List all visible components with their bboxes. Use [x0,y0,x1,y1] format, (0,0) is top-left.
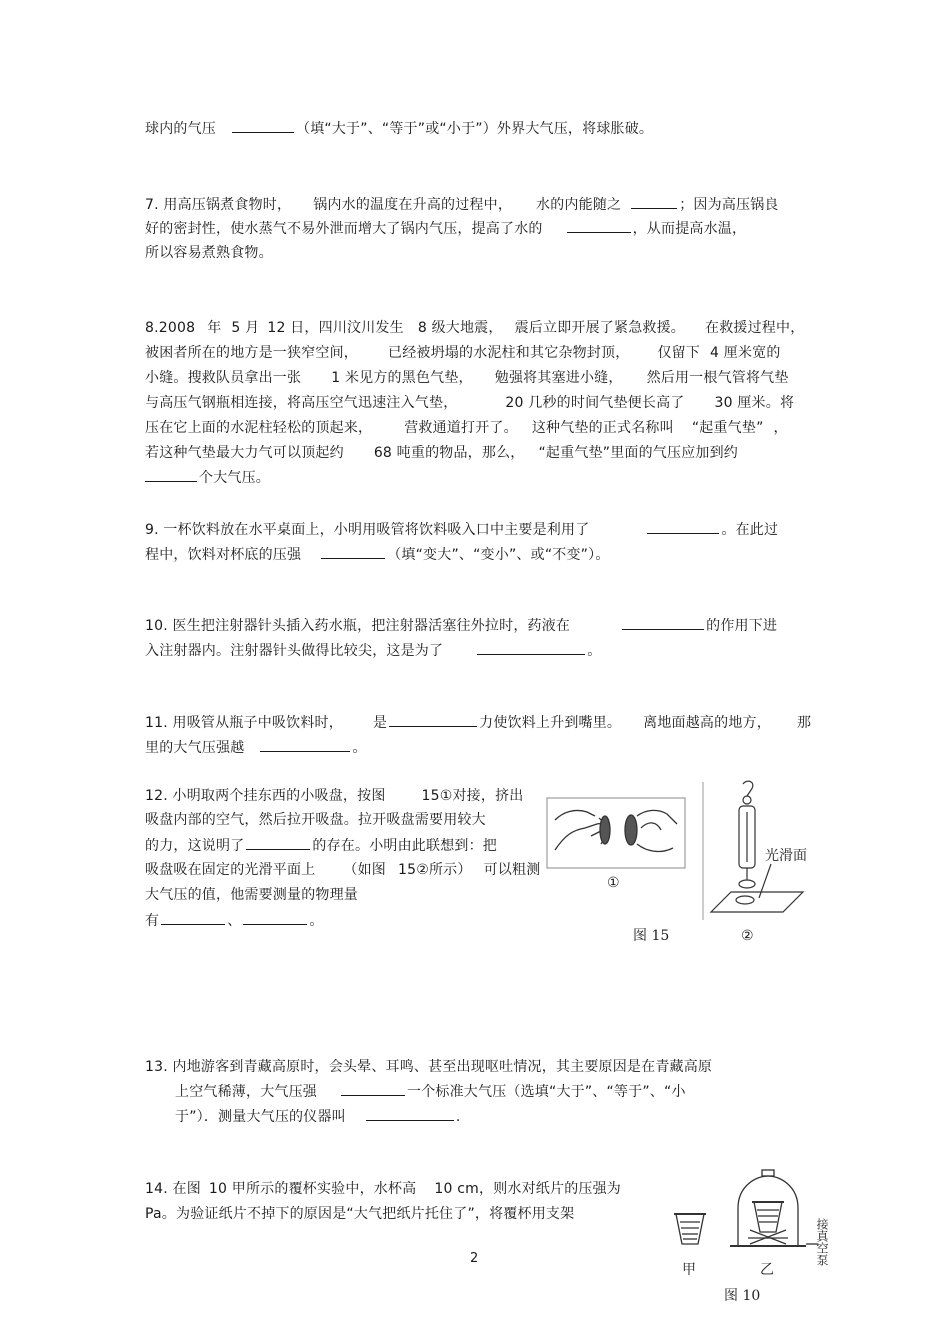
q10-line1: 10. 医生把注射器针头插入药水瓶，把注射器活塞往外拉时，药液在 的作用下进 [145,615,777,636]
fig10-cup-jia [674,1214,706,1244]
fig10-caption: 图 10 [724,1288,761,1304]
q13-line1: 13. 内地游客到青藏高原时，会头晕、耳鸣、甚至出现呕吐情况，其主要原因是在青藏高原 [145,1059,713,1075]
q11-blank1[interactable] [389,712,477,727]
fig10-pump-label: 接真空泵 [815,1218,829,1266]
fig15-surface-label: 光滑面 [765,848,807,864]
q12-line4: 吸盘吸在固定的光滑平面上 （如图 15②所示） 可以粗测 [145,862,541,878]
q13-blank2[interactable] [366,1106,454,1121]
q7-blank1[interactable] [631,194,677,209]
q7-line2: 好的密封性，使水蒸气不易外泄而增大了锅内气压，提高了水的 ，从而提高水温， [145,218,746,239]
q13-line3: 于”）．测量大气压的仪器叫 . [175,1106,461,1127]
q12-line6: 有 、 。 [145,910,324,931]
q12-line1: 12. 小明取两个挂东西的小吸盘，按图 15①对接，挤出 [145,788,524,804]
q12-blank3[interactable] [243,910,307,925]
q6-line: 球内的气压 （填“大于”、“等于”或“小于”）外界大气压，将球胀破。 [145,118,653,139]
q14-line1: 14. 在图 10 甲所示的覆杯实验中，水杯高 10 cm，则水对纸片的压强为 [145,1181,621,1197]
q10-blank1[interactable] [622,615,704,630]
figure-15 [545,780,820,950]
q8-line1: 8.2008 年 5 月 12 日，四川汶川发生 8 级大地震， 震后立即开展了紧急救援。 在救援过程中， [145,320,805,336]
q9-blank1[interactable] [647,519,719,534]
q9-blank2[interactable] [321,544,385,559]
q8-line3: 小缝。搜救队员拿出一张 1 米见方的黑色气垫， 勉强将其塞进小缝， 然后用一根气管将气垫 [145,370,789,386]
q12-blank2[interactable] [161,910,225,925]
q8-line4: 与高压气钢瓶相连接，将高压空气迅速注入气垫， 20 几秒的时间气垫便长高了 30 厘米。将 [145,395,795,411]
fig15-caption: 图 15 [633,928,670,944]
q9-line1: 9. 一杯饮料放在水平桌面上，小明用吸管将饮料吸入口中主要是利用了 。在此过 [145,519,778,540]
q9-line2: 程中，饮料对杯底的压强 （填“变大”、“变小”、或“不变”）。 [145,544,610,565]
q13-line2: 上空气稀薄，大气压强 一个标准大气压（选填“大于”、“等于”、“小 [175,1081,686,1102]
q12-blank1[interactable] [246,835,310,850]
q7-line3: 所以容易煮熟食物。 [145,245,273,261]
q8-line2: 被困者所在的地方是一狭窄空间， 已经被坍塌的水泥柱和其它杂物封顶， 仅留下 4 厘米宽的 [145,345,781,361]
q6-blank[interactable] [232,118,294,133]
q12-line5: 大气压的值，他需要测量的物理量 [145,887,358,903]
q11-line2: 里的大气压强越 。 [145,737,367,758]
fig15-hands-illustration [555,810,677,851]
q8-blank[interactable] [145,467,197,482]
q13-blank1[interactable] [341,1081,405,1096]
figure-10 [660,1168,840,1308]
q14-line2: Pa。为验证纸片不掉下的原因是“大气把纸片托住了”，将覆杯用支架 [145,1206,575,1222]
q11-blank2[interactable] [260,737,350,752]
q12-line2: 吸盘内部的空气，然后拉开吸盘。拉开吸盘需要用较大 [145,812,486,828]
q8-line6: 若这种气垫最大力气可以顶起约 68 吨重的物品，那么， “起重气垫”里面的气压应加到约 [145,445,738,461]
q11-line1: 11. 用吸管从瓶子中吸饮料时， 是 力使饮料上升到嘴里。 离地面越高的地方， 那 [145,712,811,733]
page-number: 2 [470,1251,479,1266]
q8-line7: 个大气压。 [145,467,270,488]
q12-line3: 的力，这说明了 的存在。小明由此联想到：把 [145,835,497,856]
q8-line5: 压在它上面的水泥柱轻松的顶起来， 营救通道打开了。 这种气垫的正式名称叫 “起重气垫” ， [145,420,788,436]
fig10-label-jia: 甲 [682,1262,696,1278]
q7-blank2[interactable] [567,218,631,233]
fig15-label-2: ② [741,928,754,944]
q10-blank2[interactable] [477,640,585,655]
fig10-label-yi: 乙 [760,1262,774,1278]
q10-line2: 入注射器内。注射器针头做得比较尖，这是为了 。 [145,640,601,661]
fig15-part1-frame [547,798,685,868]
fig10-bell-jar [730,1170,818,1246]
q7-line1: 7. 用高压锅煮食物时， 锅内水的温度在升高的过程中， 水的内能随之 ；因为高压锅良 [145,194,779,215]
fig15-label-1: ① [607,875,620,891]
